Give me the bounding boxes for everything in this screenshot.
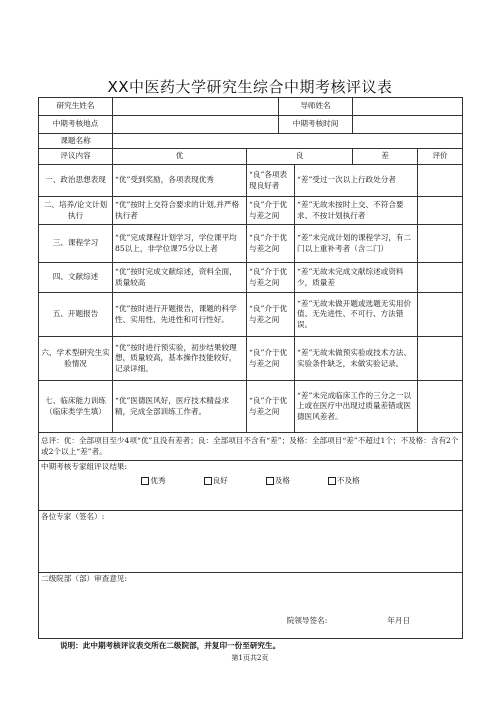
- time-field[interactable]: [353, 116, 463, 134]
- col-rating: 评价: [418, 149, 463, 165]
- checkbox-icon: [328, 477, 336, 485]
- topic-row: [39, 134, 463, 149]
- column-header-row: [39, 149, 463, 165]
- student-name-field[interactable]: [113, 98, 279, 116]
- leader-sign-label: 院领导签名:: [286, 616, 328, 626]
- criteria-row: [39, 263, 463, 293]
- summary-row: [39, 433, 463, 461]
- row-rating-field[interactable]: [418, 263, 463, 293]
- row-item: 七、临床能力训练（临床类学生填）: [39, 381, 113, 433]
- row-rating-field[interactable]: [418, 225, 463, 263]
- option-excellent[interactable]: [141, 476, 165, 486]
- criteria-row: [39, 165, 463, 197]
- option-pass[interactable]: [266, 476, 290, 486]
- option-label: 不及格: [336, 476, 360, 486]
- location-label: 中期考核地点: [39, 116, 113, 134]
- checkbox-icon: [141, 477, 149, 485]
- row-item: 二、培养/论文计划执行: [39, 197, 113, 225]
- row-excellent: “优”按时进行开题报告，课题的科学性、实用性、先进性和可行性好。: [113, 293, 247, 337]
- row-good: “良”介于优与差之间: [247, 381, 295, 433]
- advisor-name-label: 导师姓名: [279, 98, 353, 116]
- row-poor: “差”无故未做开题或选题无实用价值、无先进性、不可行、方法错误。: [295, 293, 418, 337]
- topic-field[interactable]: [113, 134, 463, 149]
- student-info-row: [39, 98, 463, 116]
- signature-line: [41, 616, 460, 626]
- row-rating-field[interactable]: [418, 337, 463, 381]
- option-good[interactable]: [204, 476, 228, 486]
- dept-opinion-row: [39, 573, 463, 639]
- location-field[interactable]: [113, 116, 279, 134]
- row-excellent: “优”完成课程计划学习，学位课平均85以上，非学位课75分以上者: [113, 225, 247, 263]
- col-good: 良: [247, 149, 353, 165]
- summary-text: 总评：优：全部项目至少4项“优”且没有差者；良：全部项目不含有“差”；及格：全部项目“差”不超过1个；不及格：含有2个或2个以上“差”者。: [39, 433, 463, 461]
- row-excellent: “优”受到奖励，各项表现优秀: [113, 165, 247, 197]
- row-excellent: “优”按时进行预实验，初步结果较理想，质量较高，基本操作技能较好，记录详细。: [113, 337, 247, 381]
- evaluation-form: [38, 97, 463, 639]
- row-good: “良”各项表现良好者: [247, 165, 295, 197]
- advisor-name-field[interactable]: [353, 98, 463, 116]
- row-poor: “差”无故未按时上交、不符合要求、不按计划执行者: [295, 197, 418, 225]
- row-rating-field[interactable]: [418, 381, 463, 433]
- criteria-row: [39, 293, 463, 337]
- row-poor: “差”未完成临床工作的三分之一以上或在医疗中出现过质量差错或医德医风差者。: [295, 381, 418, 433]
- row-poor: “差”受过一次以上行政处分者: [295, 165, 418, 197]
- location-row: [39, 116, 463, 134]
- row-item: 四、文献综述: [39, 263, 113, 293]
- checkbox-icon: [266, 477, 274, 485]
- row-good: “良”介于优与差之间: [247, 225, 295, 263]
- row-rating-field[interactable]: [418, 165, 463, 197]
- checkbox-icon: [204, 477, 212, 485]
- row-excellent: “优”按时完成文献综述，资料全面，质量较高: [113, 263, 247, 293]
- row-excellent: “优”医德医风好，医疗技术精益求精，完成全部训练工作者。: [113, 381, 247, 433]
- row-good: “良”介于优与差之间: [247, 337, 295, 381]
- row-item: 三、课程学习: [39, 225, 113, 263]
- expert-sign-field[interactable]: [39, 511, 463, 573]
- dept-opinion-field[interactable]: [39, 573, 463, 639]
- row-item: 一、政治思想表现: [39, 165, 113, 197]
- row-rating-field[interactable]: [418, 197, 463, 225]
- row-good: “良”介于优与差之间: [247, 263, 295, 293]
- criteria-row: [39, 381, 463, 433]
- expert-sign-label: 各位专家（签名）:: [41, 512, 105, 521]
- row-excellent: “优”按时上交符合要求的计划,并严格执行者: [113, 197, 247, 225]
- col-poor: 差: [353, 149, 418, 165]
- option-label: 良好: [212, 476, 228, 486]
- expert-result-row: [39, 461, 463, 511]
- student-name-label: 研究生姓名: [39, 98, 113, 116]
- row-item: 五、开题报告: [39, 293, 113, 337]
- row-item: 六、学术型研究生实验情况: [39, 337, 113, 381]
- topic-label: 课题名称: [39, 134, 113, 149]
- option-label: 及格: [274, 476, 290, 486]
- option-label: 优秀: [150, 476, 166, 486]
- row-good: “良”介于优与差之间: [247, 197, 295, 225]
- time-label: 中期考核时间: [279, 116, 353, 134]
- row-rating-field[interactable]: [418, 293, 463, 337]
- footnote: 说明：此中期考核评议表交所在二级院部，并复印一份至研究生。: [60, 641, 281, 650]
- row-poor: “差”无故未完成文献综述或资料少，质量差: [295, 263, 418, 293]
- col-content: 评议内容: [39, 149, 113, 165]
- option-fail[interactable]: [328, 476, 360, 486]
- criteria-row: [39, 197, 463, 225]
- row-poor: “差”无故未做预实验或技术方法、实验条件缺乏，未做实验记录。: [295, 337, 418, 381]
- dept-opinion-label: 二级院部（部）审查意见:: [41, 574, 128, 583]
- result-options: [41, 472, 460, 486]
- criteria-row: [39, 337, 463, 381]
- col-excellent: 优: [113, 149, 247, 165]
- expert-result-label: 中期考核专家组评议结果:: [41, 462, 128, 471]
- page-title: XX中医药大学研究生综合中期考核评议表: [107, 78, 393, 96]
- page-number: 第1页共2页: [231, 654, 269, 662]
- row-poor: “差”未完成计划的课程学习，有二门以上重补考者（含二门）: [295, 225, 418, 263]
- date-label: 年月日: [387, 616, 411, 626]
- row-good: “良”介于优与差之间: [247, 293, 295, 337]
- expert-sign-row: [39, 511, 463, 573]
- criteria-row: [39, 225, 463, 263]
